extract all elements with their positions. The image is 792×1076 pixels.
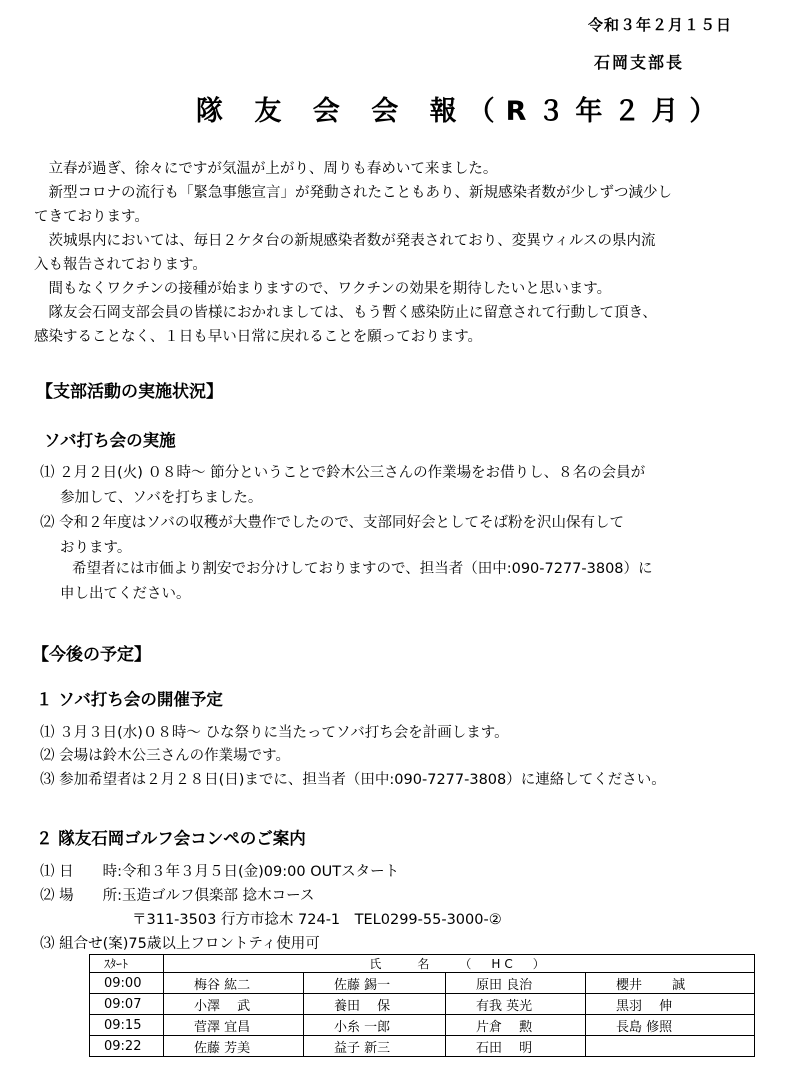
player-cell: 片倉 勲: [446, 1015, 586, 1036]
player-cell: 小澤 武: [164, 994, 304, 1015]
golf-line: ⑶ 組合せ(案)75歳以上フロントティ使用可: [40, 936, 320, 952]
table-row: [90, 1036, 755, 1057]
player-cell: 原田 良治: [446, 973, 586, 994]
schedule-line: ⑴ ３月３日(水)０８時～ ひな祭りに当たってソバ打ち会を計画します。: [40, 725, 509, 741]
section-heading-schedule: 【今後の予定】: [32, 645, 151, 665]
player-cell: 黒羽 伸: [586, 994, 755, 1015]
document-date: 令和３年２月１５日: [588, 16, 733, 34]
table-row: [90, 973, 755, 994]
start-time-cell: 09:22: [90, 1036, 164, 1057]
table-row: [90, 1015, 755, 1036]
table-row: [90, 994, 755, 1015]
schedule-line: ⑶ 参加希望者は２月２８日(日)までに、担当者（田中:090-7277-3808）に連絡してください。: [40, 772, 666, 788]
activity-line: 申し出てください。: [60, 586, 191, 602]
subheading-soba-event: ソバ打ち会の実施: [44, 431, 176, 450]
document-title: 隊 友 会 会 報（R３年２月）: [196, 96, 728, 127]
golf-line: ⑴ 日 時:令和３年３月５日(金)09:00 OUTスタート: [40, 864, 400, 880]
golf-line: ⑵ 場 所:玉造ゴルフ倶楽部 捻木コース: [40, 888, 315, 904]
activity-line: おります。: [60, 540, 132, 556]
player-cell: 梅谷 紘二: [164, 973, 304, 994]
intro-line: 入も報告されております。: [34, 257, 207, 273]
player-cell: 小糸 一郎: [304, 1015, 446, 1036]
start-time-cell: 09:00: [90, 973, 164, 994]
activity-line: ⑵ 令和２年度はソバの収穫が大豊作でしたので、支部同好会としてそば粉を沢山保有して: [40, 515, 625, 531]
intro-line: 感染することなく、１日も早い日常に戻れることを願っております。: [34, 329, 483, 345]
subheading-soba-plan: １ ソバ打ち会の開催予定: [36, 690, 223, 709]
start-time-cell: 09:15: [90, 1015, 164, 1036]
name-column-header: 氏 名 （ HC ）: [164, 955, 755, 973]
player-cell: 佐藤 錫一: [304, 973, 446, 994]
player-cell: 養田 保: [304, 994, 446, 1015]
table-header-row: [90, 955, 755, 973]
pairings-table: [89, 954, 755, 1057]
section-heading-activities: 【支部活動の実施状況】: [36, 382, 223, 402]
player-cell: 佐藤 芳美: [164, 1036, 304, 1057]
player-cell: 石田 明: [446, 1036, 586, 1057]
start-column-header: ｽﾀｰﾄ: [90, 955, 164, 973]
player-cell: [586, 1036, 755, 1057]
player-cell: 櫻井 誠: [586, 973, 755, 994]
intro-line: 茨城県内においては、毎日２ケタ台の新規感染者数が発表されており、変異ウィルスの県内流: [34, 233, 656, 249]
schedule-line: ⑵ 会場は鈴木公三さんの作業場です。: [40, 748, 290, 764]
start-time-cell: 09:07: [90, 994, 164, 1015]
document-author: 石岡支部長: [594, 53, 685, 72]
player-cell: 菅澤 宜昌: [164, 1015, 304, 1036]
activity-line: ⑴ ２月２日(火) ０８時～ 節分ということで鈴木公三さんの作業場をお借りし、８名の会員が: [40, 465, 646, 481]
activity-line: 参加して、ソバを打ちました。: [60, 490, 263, 506]
subheading-golf-competition: ２ 隊友石岡ゴルフ会コンペのご案内: [36, 829, 306, 848]
intro-line: 間もなくワクチンの接種が始まりますので、ワクチンの効果を期待したいと思います。: [34, 281, 612, 297]
intro-line: 立春が過ぎ、徐々にですが気温が上がり、周りも春めいて来ました。: [34, 161, 498, 177]
intro-line: 新型コロナの流行も「緊急事態宣言」が発動されたこともあり、新規感染者数が少しずつ減少し: [34, 185, 672, 201]
golf-line: 〒311-3503 行方市捻木 724-1 TEL0299-55-3000-②: [132, 912, 502, 928]
player-cell: 長島 修照: [586, 1015, 755, 1036]
intro-line: 隊友会石岡支部会員の皆様におかれましては、もう暫く感染防止に留意されて行動して頂き、: [34, 305, 657, 321]
intro-line: てきております。: [34, 209, 149, 225]
activity-line: 希望者には市価より割安でお分けしておりますので、担当者（田中:090-7277-3808）に: [72, 561, 653, 577]
player-cell: 有我 英光: [446, 994, 586, 1015]
player-cell: 益子 新三: [304, 1036, 446, 1057]
